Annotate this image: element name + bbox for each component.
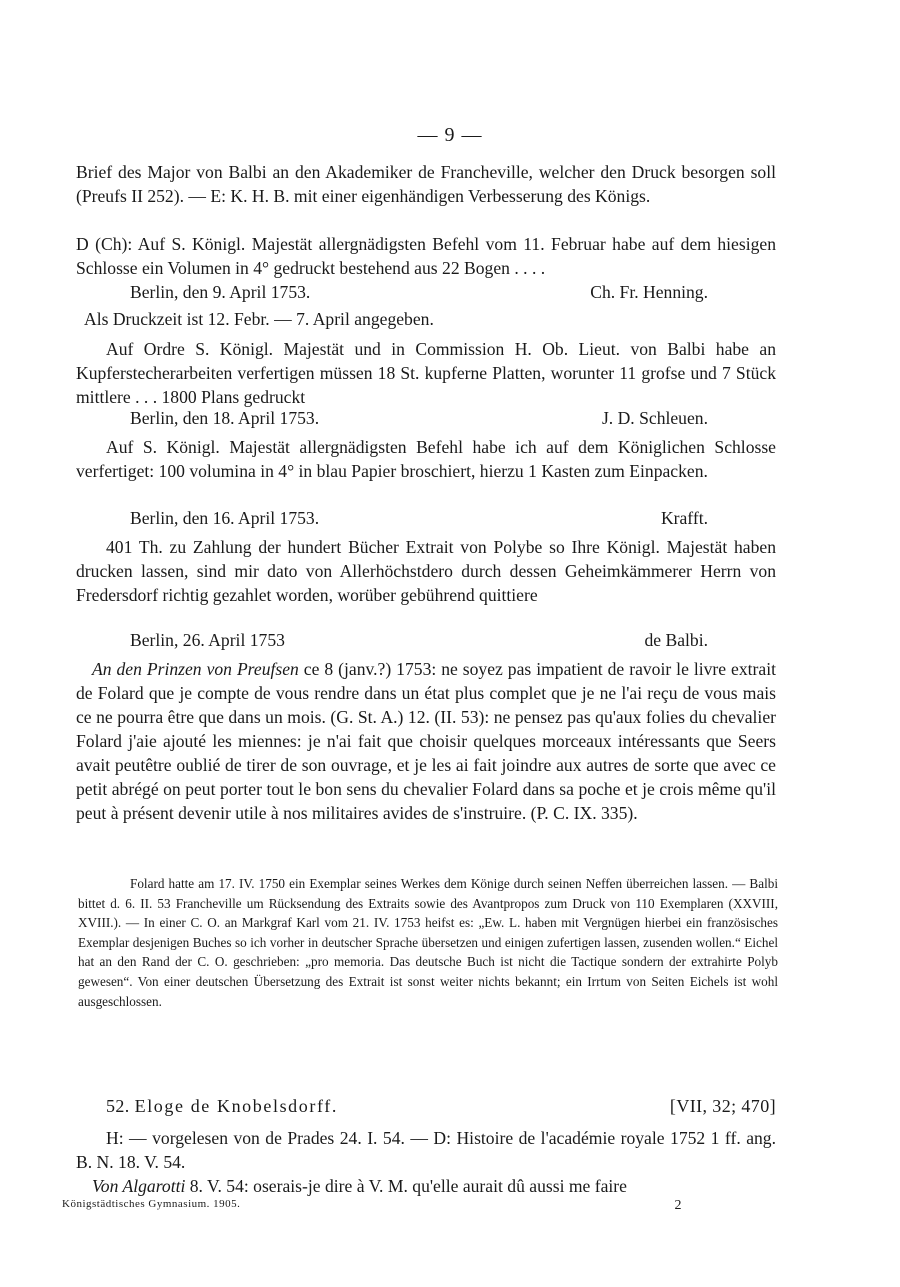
paragraph-schleuen-receipt: Auf Ordre S. Königl. Majestät und in Commission H. Ob. Lieut. von Balbi habe an Kupferstecherarbeiten verfertigen müssen 18 St. kupferne Platten, worunter 11 grofse und 7 Stück mittlere . . . 1800 Plans gedruckt	[76, 339, 776, 407]
letter-text: 8. V. 54: oserais-je dire à V. M. qu'elle aurait dû aussi me faire	[185, 1176, 627, 1196]
signature-name: J. D. Schleuen.	[601, 408, 708, 428]
footnote: Folard hatte am 17. IV. 1750 ein Exemplar seines Werkes dem Könige durch seinen Neffen überreichen lassen. — Balbi bittet d. 6. II. 53 Francheville um Rücksendung des Extraits sowie des Avantpropos zum Druck von 110 Exemplaren (XXVIII, XVIII.). — In einer C. O. an Markgraf Karl vom 21. IV. 1753 heifst es: „Ew. L. haben mit Vergnügen hierbei ein französisches Exemplar desjenigen Buches so ich vorher in deutscher Sprache übersetzen und einigen zufertigen lassen, zusenden wollen.“ Eichel hat an den Rand der C. O. geschrieben: „pro memoria. Das deutsche Buch ist nicht die Tactique sondern der extrahirte Polyb gewesen“. Von einer deutschen Übersetzung des Extrait ist sonst weiter nichts bekannt; ein Irrtum von Seiten Eichels ist wohl ausgeschlossen.	[78, 876, 778, 1009]
section-heading	[106, 1094, 776, 1118]
signature-place: Berlin, den 16. April 1753.	[130, 508, 320, 528]
paragraph-letter-prince	[76, 657, 776, 825]
letter-sender: Von Algarotti	[92, 1176, 186, 1196]
paragraph-print-period: Als Druckzeit ist 12. Febr. — 7. April angegeben.	[84, 309, 434, 329]
letter-text: ce 8 (janv.?) 1753: ne soyez pas impatient de ravoir le livre extrait de Folard que je compte de vous rendre dans un état plus complet que je ne l'ai reçu de vous mais ce ne pourra être que dans un mois. (G. St. A.) 12. (II. 53): ne pensez pas qu'aux folies du chevalier Folard j'aie ajouté les miennes: je n'ai fait que choisir quelques morceaux intéressants que Seers avait peutêtre oublié de tirer de son ouvrage, et je les ai fait joindre aux autres de sorte que avec ce petit abrégé on peut porter tout le bon sens du chevalier Folard dans sa poche et je crois même qu'il peut à présent devenir utile à nos militaires avides de s'instruire. (P. C. IX. 335).	[76, 659, 776, 823]
signature-place: Berlin, den 9. April 1753.	[130, 282, 311, 302]
footer-publisher: Königstädtisches Gymnasium. 1905.	[62, 1198, 241, 1210]
section-title: Eloge de Knobelsdorff.	[134, 1096, 338, 1116]
letter-recipient: An den Prinzen von Preufsen	[92, 659, 299, 679]
paragraph-algarotti	[76, 1174, 776, 1198]
section-reference: [VII, 32; 470]	[669, 1096, 776, 1116]
paragraph-henning-receipt: D (Ch): Auf S. Königl. Majestät allergnädigsten Befehl vom 11. Februar habe auf dem hiesigen Schlosse ein Volumen in 4° gedruckt bestehend aus 22 Bogen . . . .	[76, 234, 776, 278]
paragraph-krafft-receipt: Auf S. Königl. Majestät allergnädigsten Befehl habe ich auf dem Königlichen Schlosse verfertiget: 100 volumina in 4° in blau Papier broschiert, hierzu 1 Kasten zum Einpacken.	[76, 437, 776, 481]
paragraph-letter-balbi: Brief des Major von Balbi an den Akademiker de Francheville, welcher den Druck besorgen soll (Preufs II 252). — E: K. H. B. mit einer eigenhändigen Verbesserung des Königs.	[76, 162, 776, 206]
paragraph-eloge-sources: H: — vorgelesen von de Prades 24. I. 54. — D: Histoire de l'académie royale 1752 1 ff. ang. B. N. 18. V. 54.	[76, 1128, 776, 1172]
signature-line-krafft	[130, 506, 708, 530]
sheet-signature: 2	[674, 1198, 682, 1213]
signature-name: Krafft.	[660, 508, 708, 528]
signature-line-balbi	[130, 628, 708, 652]
signature-name: Ch. Fr. Henning.	[590, 282, 708, 302]
signature-line-schleuen	[130, 406, 708, 430]
signature-name: de Balbi.	[644, 630, 708, 650]
section-title-group	[106, 1094, 338, 1118]
page-number: — 9 —	[417, 124, 483, 146]
signature-place: Berlin, den 18. April 1753.	[130, 408, 320, 428]
signature-line-henning	[130, 280, 708, 304]
signature-place: Berlin, 26. April 1753	[130, 630, 285, 650]
page-footer	[62, 1198, 682, 1214]
paragraph-balbi-receipt: 401 Th. zu Zahlung der hundert Bücher Extrait von Polybe so Ihre Königl. Majestät haben drucken lassen, sind mir dato von Allerhöchstdero durch dessen Geheimkämmerer Herrn von Fredersdorf richtig gezahlet worden, worüber gebührend quittiere	[76, 537, 776, 605]
section-number: 52.	[106, 1096, 130, 1116]
